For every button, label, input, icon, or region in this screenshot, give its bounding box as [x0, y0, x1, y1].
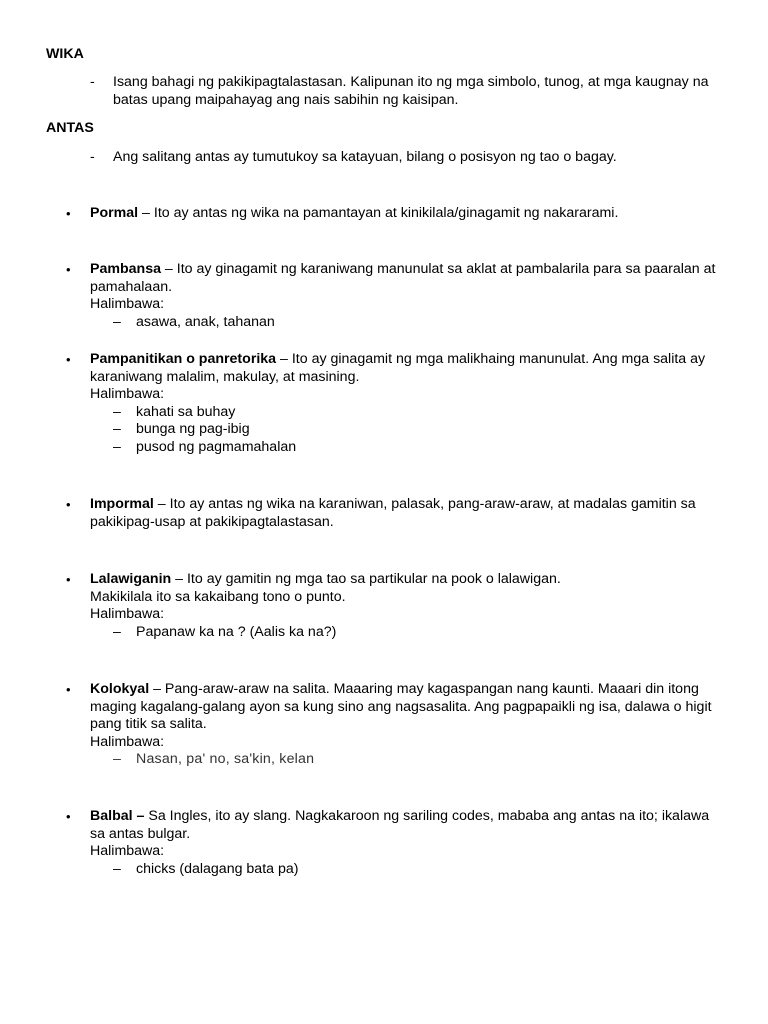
term: Pampanitikan o panretorika	[90, 351, 277, 367]
antas-definition-text: Ang salitang antas ay tumutukoy sa katayuan, bilang o posisyon ng tao o bagay.	[113, 149, 617, 165]
description: Pang-araw-araw na salita. Maaaring may kagaspangan nang kaunti. Maaari din itong maging kagalang-galang ayon sa kung sino ang nagsasalita. Ang pagpapaikli ng isa, dalawa o higit pang titik sa salita.	[90, 681, 712, 732]
example-list	[90, 624, 716, 642]
list-item-balbal	[66, 808, 716, 878]
bullet-icon: •	[66, 262, 71, 277]
example-label: Halimbawa:	[90, 296, 165, 312]
separator: –	[276, 351, 292, 367]
example-item	[90, 439, 716, 457]
example-list	[90, 314, 716, 332]
bullet-icon: •	[66, 497, 71, 512]
heading-wika: WIKA	[46, 46, 84, 62]
bullet-icon: •	[66, 206, 71, 221]
example-label: Halimbawa:	[90, 843, 165, 859]
list-item-pambansa	[66, 261, 716, 331]
dash-marker: -	[90, 149, 95, 165]
dash-marker: –	[113, 860, 121, 877]
example-label: Halimbawa:	[90, 733, 165, 750]
example-item	[90, 314, 716, 332]
description: Ito ay antas ng wika na karaniwan, palasak, pang-araw-araw, at madalas gamitin sa pakikipag-usap at pakikipagtalastasan.	[90, 496, 696, 530]
dash-marker: –	[113, 623, 121, 640]
description: Ito ay ginagamit ng karaniwang manunulat sa aklat at pambalarila para sa paaralan at pamahalaan.	[90, 261, 716, 295]
separator: –	[160, 261, 177, 277]
term: Lalawiganin	[90, 571, 172, 587]
example-text: chicks (dalagang bata pa)	[136, 860, 299, 877]
separator: –	[171, 571, 187, 587]
example-text: pusod ng pagmamahalan	[136, 438, 297, 455]
dash-marker: –	[113, 403, 121, 420]
example-list	[90, 861, 716, 879]
bullet-icon: •	[66, 809, 71, 824]
description: Ito ay antas ng wika na pamantayan at kinikilala/ginagamit ng nakararami.	[153, 205, 619, 221]
separator: –	[138, 205, 154, 221]
term: Kolokyal	[90, 681, 150, 697]
heading-antas: ANTAS	[46, 120, 94, 136]
term: Balbal –	[90, 808, 145, 824]
example-item	[90, 751, 716, 769]
term: Pormal	[90, 205, 139, 221]
list-item-pampanitikan	[66, 351, 716, 456]
wika-definition	[90, 74, 710, 109]
example-item	[90, 624, 716, 642]
example-list	[90, 751, 716, 769]
description: Ito ay ginagamit ng mga malikhaing manunulat. Ang mga salita ay karaniwang malalim, makulay, at masining.	[90, 351, 706, 385]
term: Pambansa	[90, 261, 161, 277]
separator: –	[149, 681, 165, 697]
example-item	[90, 861, 716, 879]
example-item	[90, 421, 716, 439]
example-text: Papanaw ka na ? (Aalis ka na?)	[136, 623, 337, 640]
example-item	[90, 404, 716, 422]
term: Impormal	[90, 496, 154, 512]
separator: –	[153, 496, 170, 512]
bullet-icon: •	[66, 352, 71, 367]
example-text: asawa, anak, tahanan	[136, 313, 275, 330]
bullet-icon: •	[66, 682, 71, 697]
example-text: kahati sa buhay	[136, 403, 236, 420]
antas-definition	[90, 149, 710, 167]
dash-marker: –	[113, 421, 121, 437]
dash-marker: –	[113, 438, 121, 455]
wika-definition-text: Isang bahagi ng pakikipagtalastasan. Kalipunan ito ng mga simbolo, tunog, at mga kaugnay na batas upang maipahayag ang nais sabihin ng kaisipan.	[113, 74, 709, 108]
example-label: Halimbawa:	[90, 606, 165, 622]
example-text: Nasan, pa' no, sa'kin, kelan	[136, 751, 315, 767]
extra-note: Makikilala ito sa kakaibang tono o punto.	[90, 588, 346, 605]
example-text: bunga ng pag-ibig	[136, 421, 250, 437]
example-list	[90, 404, 716, 457]
description: Sa Ingles, ito ay slang. Nagkakaroon ng sariling codes, mababa ang antas na ito; ikalawa sa antas bulgar.	[90, 808, 710, 842]
description: Ito ay gamitin ng mga tao sa partikular na pook o lalawigan.	[186, 571, 561, 587]
example-label: Halimbawa:	[90, 386, 165, 402]
list-item-kolokyal	[66, 681, 716, 769]
bullet-icon: •	[66, 572, 71, 587]
dash-marker: –	[113, 313, 121, 330]
list-item-lalawiganin	[66, 571, 716, 641]
list-item-pormal	[66, 205, 716, 223]
list-item-impormal	[66, 496, 716, 531]
dash-marker: -	[90, 74, 95, 90]
dash-marker: –	[113, 751, 122, 767]
